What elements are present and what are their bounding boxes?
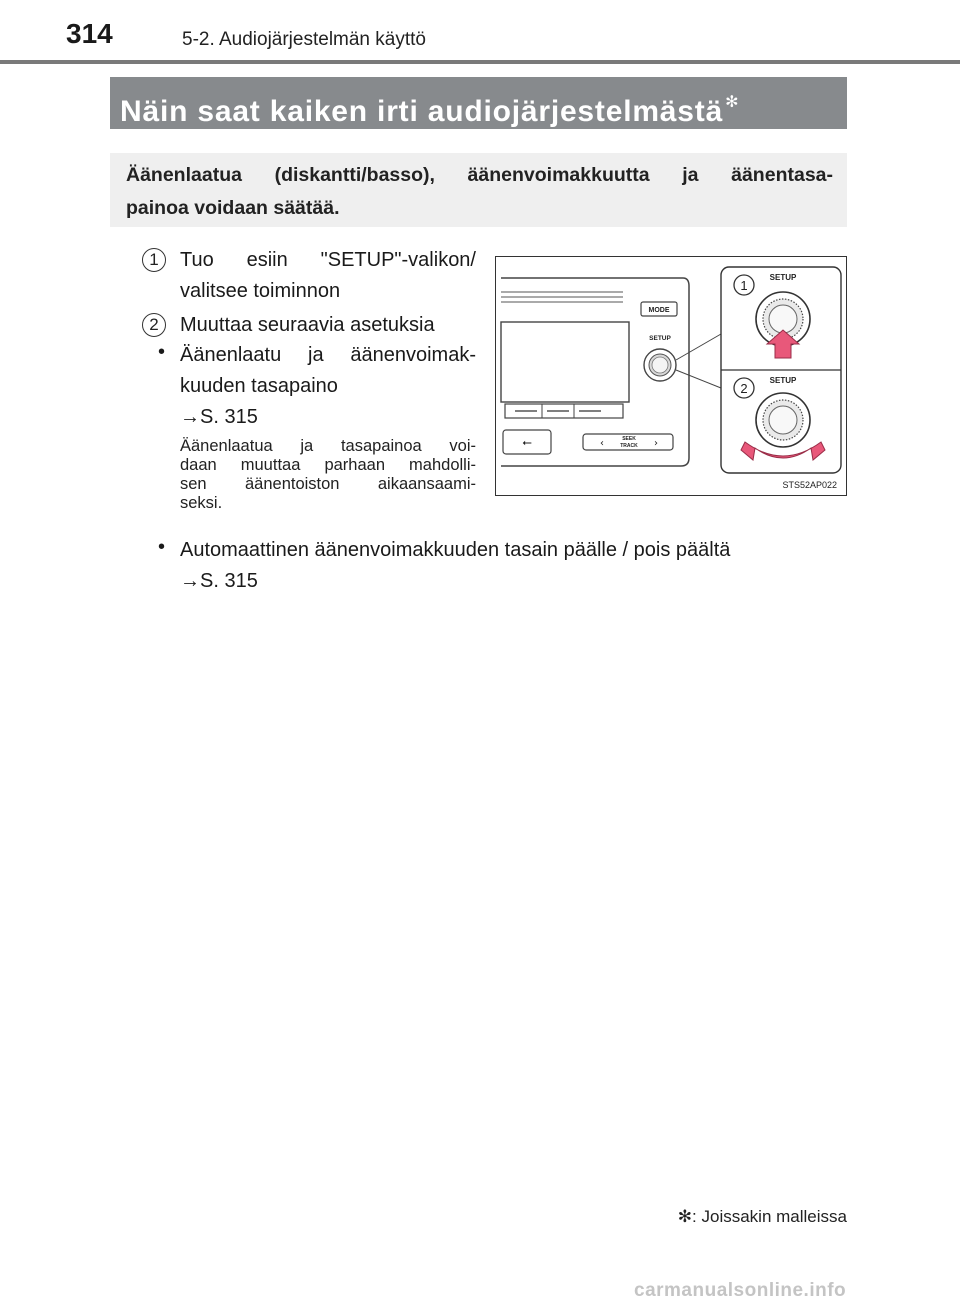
- bullet-2-text: [180, 535, 840, 597]
- step-1-number: 1: [142, 248, 166, 272]
- bullet-2-marker: •: [158, 536, 166, 558]
- seek-forward-icon: ›: [654, 438, 658, 449]
- step-1-line-2: valitsee toiminnon: [180, 280, 341, 302]
- callout-2-number: 2: [740, 381, 748, 396]
- footnote-asterisk: ✻: [677, 1207, 693, 1226]
- seek-back-icon: ‹: [600, 438, 604, 449]
- seek-label: SEEK: [622, 436, 636, 442]
- note-line-3: sen äänentoiston aikaansaami-: [180, 475, 476, 493]
- note-line-4: seksi.: [180, 494, 223, 512]
- summary-line-2: painoa voidaan säätää.: [126, 197, 340, 219]
- callout-1-number: 1: [740, 278, 748, 293]
- header-divider: [0, 60, 960, 64]
- note-line-2: daan muuttaa parhaan mahdolli-: [180, 456, 476, 474]
- step-1-text: [180, 245, 476, 307]
- bullet-1-line-2: kuuden tasapaino: [180, 375, 338, 397]
- summary-box: [110, 153, 847, 227]
- usb-icon: ⭠: [522, 435, 532, 449]
- title-asterisk: ✻: [725, 94, 740, 111]
- step-1-line-1: Tuo esiin "SETUP"-valikon/: [180, 249, 476, 271]
- setup-knob-label: SETUP: [649, 335, 671, 342]
- note-line-1: Äänenlaatua ja tasapainoa voi-: [180, 437, 476, 455]
- bullet-2-line-1: Automaattinen äänenvoimakkuuden tasain päälle / pois päältä: [180, 539, 731, 561]
- bullet-2-ref[interactable]: →S. 315: [180, 570, 258, 592]
- callout-1-label: SETUP: [769, 273, 797, 282]
- bullet-1-ref[interactable]: →S. 315: [180, 406, 258, 428]
- chapter-title: 5-2. Audiojärjestelmän käyttö: [182, 29, 426, 50]
- footnote-text: : Joissakin malleissa: [692, 1207, 847, 1226]
- section-title-bar: [110, 77, 847, 129]
- mode-button-label: MODE: [648, 307, 670, 314]
- callout-2-label: SETUP: [769, 376, 797, 385]
- bullet-1-marker: •: [158, 341, 166, 363]
- bullet-1-line-1: Äänenlaatu ja äänenvoimak-: [180, 344, 476, 366]
- track-label: TRACK: [620, 443, 638, 449]
- footnote: [678, 1207, 847, 1227]
- section-title: Näin saat kaiken irti audiojärjestelmästä: [120, 95, 724, 128]
- step-2-number: 2: [142, 313, 166, 337]
- watermark: carmanualsonline.info: [634, 1280, 847, 1301]
- audio-unit-figure: [495, 256, 847, 496]
- page-number: 314: [66, 18, 113, 49]
- bullet-1-text: [180, 340, 476, 433]
- step-2-line-1: Muuttaa seuraavia asetuksia: [180, 314, 435, 336]
- summary-line-1: Äänenlaatua (diskantti/basso), äänenvoimakkuutta ja äänentasa-: [126, 164, 833, 186]
- audio-unit-illustration: [495, 256, 847, 496]
- note-text: [180, 437, 476, 513]
- figure-code: STS52AP022: [782, 480, 837, 490]
